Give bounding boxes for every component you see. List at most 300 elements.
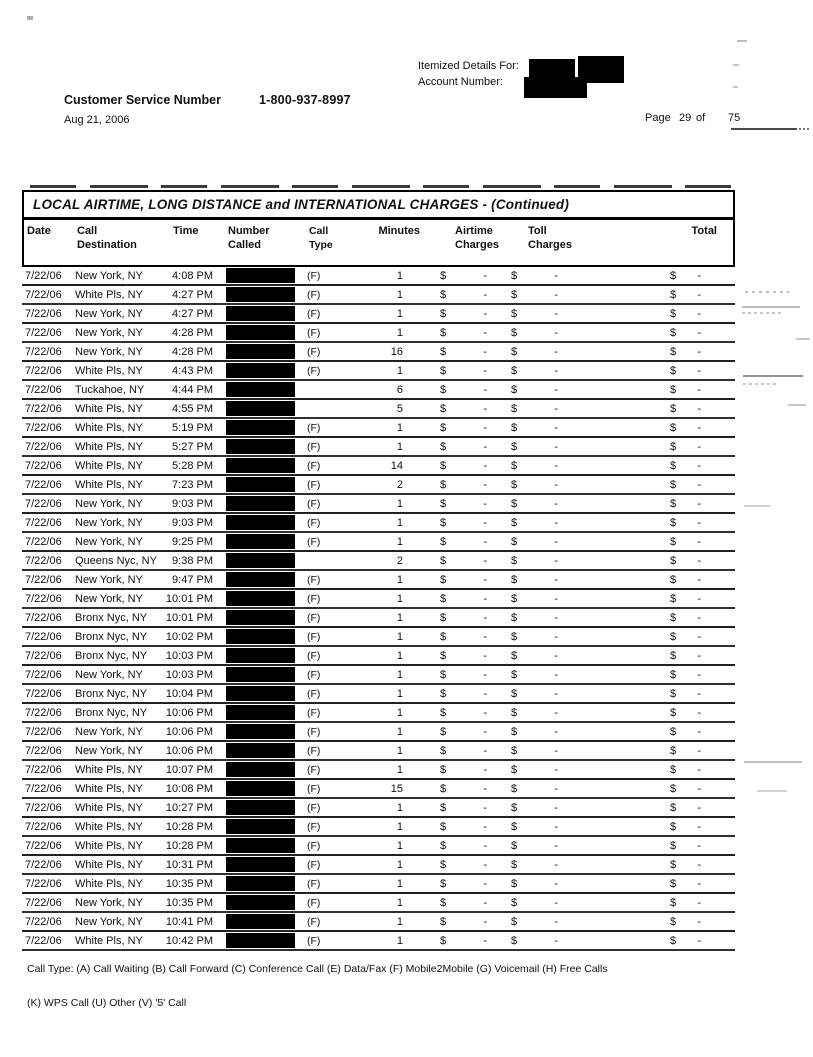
currency-symbol: $ <box>670 801 677 814</box>
total-charge <box>670 821 701 833</box>
page-label: Page <box>645 112 671 124</box>
currency-symbol: $ <box>511 516 518 529</box>
zero-amount-dash: - <box>554 364 558 377</box>
call-time: 4:27 PM <box>172 307 213 320</box>
call-type: (F) <box>307 820 321 833</box>
table-header-box <box>22 218 735 267</box>
call-destination: White Pls, NY <box>75 459 143 472</box>
table-row <box>22 590 735 609</box>
currency-symbol: $ <box>440 725 447 738</box>
zero-amount-dash: - <box>483 364 487 377</box>
call-time: 10:02 PM <box>165 630 213 643</box>
number-called-cell <box>213 876 295 891</box>
call-type: (F) <box>307 307 321 320</box>
zero-amount-dash: - <box>554 288 558 301</box>
currency-symbol: $ <box>670 877 677 890</box>
call-type: (F) <box>307 915 321 928</box>
call-type: (F) <box>307 573 321 586</box>
call-time: 5:28 PM <box>172 459 213 472</box>
number-called-cell <box>213 363 295 378</box>
call-destination: New York, NY <box>75 535 143 548</box>
currency-symbol: $ <box>440 687 447 700</box>
zero-amount-dash: - <box>483 839 487 852</box>
call-minutes: 1 <box>396 288 403 301</box>
call-type: (F) <box>307 896 321 909</box>
currency-symbol: $ <box>440 934 447 947</box>
table-row <box>22 856 735 875</box>
table-row <box>22 305 735 324</box>
table-row <box>22 780 735 799</box>
zero-amount-dash: - <box>697 440 701 453</box>
redacted-phone-number <box>226 477 295 492</box>
table-row <box>22 837 735 856</box>
zero-amount-dash: - <box>697 744 701 757</box>
call-minutes: 14 <box>390 459 403 472</box>
call-type: (F) <box>307 839 321 852</box>
call-minutes: 1 <box>396 744 403 757</box>
zero-amount-dash: - <box>697 915 701 928</box>
zero-amount-dash: - <box>483 269 487 282</box>
charges-table <box>22 190 735 951</box>
redacted-phone-number <box>226 344 295 359</box>
table-row <box>22 552 735 571</box>
zero-amount-dash: - <box>554 459 558 472</box>
zero-amount-dash: - <box>554 801 558 814</box>
zero-amount-dash: - <box>554 497 558 510</box>
currency-symbol: $ <box>511 630 518 643</box>
zero-amount-dash: - <box>483 668 487 681</box>
call-type: (F) <box>307 668 321 681</box>
table-row <box>22 267 735 286</box>
number-called-cell <box>213 477 295 492</box>
call-date: 7/22/06 <box>25 288 62 301</box>
table-row <box>22 932 735 951</box>
page-underline <box>731 128 797 130</box>
scan-artifact <box>743 375 803 377</box>
redacted-phone-number <box>226 553 295 568</box>
toll-charge <box>511 821 558 833</box>
currency-symbol: $ <box>440 839 447 852</box>
zero-amount-dash: - <box>483 307 487 320</box>
call-type: (F) <box>307 649 321 662</box>
currency-symbol: $ <box>440 782 447 795</box>
zero-amount-dash: - <box>483 820 487 833</box>
number-called-cell <box>213 572 295 587</box>
call-type-legend-line1: Call Type: (A) Call Waiting (B) Call Forward (C) Conference Call (E) Data/Fax (F) Mobile2Mobile (G) Voicemail (H) Free Calls <box>27 963 608 975</box>
call-destination: New York, NY <box>75 573 143 586</box>
call-type: (F) <box>307 440 321 453</box>
zero-amount-dash: - <box>483 345 487 358</box>
total-charge <box>670 745 701 757</box>
redacted-phone-number <box>226 610 295 625</box>
zero-amount-dash: - <box>483 725 487 738</box>
currency-symbol: $ <box>440 478 447 491</box>
toll-charge <box>511 764 558 776</box>
currency-symbol: $ <box>670 611 677 624</box>
number-called-cell <box>213 439 295 454</box>
currency-symbol: $ <box>440 345 447 358</box>
call-destination: New York, NY <box>75 307 143 320</box>
zero-amount-dash: - <box>697 611 701 624</box>
currency-symbol: $ <box>511 573 518 586</box>
zero-amount-dash: - <box>483 459 487 472</box>
number-called-cell <box>213 458 295 473</box>
toll-charge <box>511 422 558 434</box>
airtime-charge <box>440 498 487 510</box>
table-row <box>22 875 735 894</box>
call-minutes: 1 <box>396 649 403 662</box>
call-minutes: 2 <box>396 554 403 567</box>
zero-amount-dash: - <box>483 858 487 871</box>
toll-charge <box>511 308 558 320</box>
call-time: 4:55 PM <box>172 402 213 415</box>
redacted-phone-number <box>226 762 295 777</box>
redacted-phone-number <box>226 800 295 815</box>
total-charge <box>670 726 701 738</box>
currency-symbol: $ <box>440 915 447 928</box>
total-charge <box>670 631 701 643</box>
zero-amount-dash: - <box>697 687 701 700</box>
call-destination: White Pls, NY <box>75 858 143 871</box>
airtime-charge <box>440 707 487 719</box>
airtime-charge <box>440 574 487 586</box>
toll-charge <box>511 669 558 681</box>
toll-charge <box>511 840 558 852</box>
call-time: 10:28 PM <box>165 839 213 852</box>
number-called-cell <box>213 667 295 682</box>
zero-amount-dash: - <box>554 345 558 358</box>
zero-amount-dash: - <box>554 877 558 890</box>
number-called-cell <box>213 819 295 834</box>
call-type: (F) <box>307 801 321 814</box>
total-charge <box>670 935 701 947</box>
table-row <box>22 666 735 685</box>
zero-amount-dash: - <box>483 934 487 947</box>
number-called-cell <box>213 838 295 853</box>
call-time: 10:27 PM <box>165 801 213 814</box>
redacted-phone-number <box>226 268 295 283</box>
zero-amount-dash: - <box>697 288 701 301</box>
scan-artifact <box>796 338 810 340</box>
zero-amount-dash: - <box>697 516 701 529</box>
zero-amount-dash: - <box>483 383 487 396</box>
zero-amount-dash: - <box>483 573 487 586</box>
toll-charge <box>511 441 558 453</box>
call-destination: White Pls, NY <box>75 839 143 852</box>
currency-symbol: $ <box>511 478 518 491</box>
table-row <box>22 742 735 761</box>
zero-amount-dash: - <box>554 934 558 947</box>
airtime-charge <box>440 441 487 453</box>
toll-charge <box>511 517 558 529</box>
currency-symbol: $ <box>440 288 447 301</box>
call-date: 7/22/06 <box>25 896 62 909</box>
zero-amount-dash: - <box>554 535 558 548</box>
zero-amount-dash: - <box>697 573 701 586</box>
total-charge <box>670 536 701 548</box>
page-current: 29 <box>679 112 692 124</box>
total-charge <box>670 707 701 719</box>
toll-charge <box>511 878 558 890</box>
zero-amount-dash: - <box>697 725 701 738</box>
call-type: (F) <box>307 858 321 871</box>
call-date: 7/22/06 <box>25 801 62 814</box>
column-header-call-type: Call Type <box>309 225 333 251</box>
redacted-phone-number <box>226 534 295 549</box>
call-minutes: 1 <box>396 725 403 738</box>
currency-symbol: $ <box>440 554 447 567</box>
call-minutes: 1 <box>396 934 403 947</box>
toll-charge <box>511 460 558 472</box>
zero-amount-dash: - <box>554 687 558 700</box>
currency-symbol: $ <box>440 877 447 890</box>
currency-symbol: $ <box>511 421 518 434</box>
currency-symbol: $ <box>511 782 518 795</box>
toll-charge <box>511 365 558 377</box>
column-header-time: Time <box>173 225 199 237</box>
zero-amount-dash: - <box>697 877 701 890</box>
zero-amount-dash: - <box>554 630 558 643</box>
currency-symbol: $ <box>670 402 677 415</box>
call-type: (F) <box>307 269 321 282</box>
currency-symbol: $ <box>511 668 518 681</box>
total-charge <box>670 498 701 510</box>
toll-charge <box>511 384 558 396</box>
zero-amount-dash: - <box>697 554 701 567</box>
zero-amount-dash: - <box>483 554 487 567</box>
total-charge <box>670 650 701 662</box>
currency-symbol: $ <box>670 516 677 529</box>
toll-charge <box>511 802 558 814</box>
table-row <box>22 457 735 476</box>
zero-amount-dash: - <box>483 516 487 529</box>
scan-dot-artifact <box>27 16 33 20</box>
currency-symbol: $ <box>670 763 677 776</box>
airtime-charge <box>440 821 487 833</box>
currency-symbol: $ <box>440 630 447 643</box>
number-called-cell <box>213 610 295 625</box>
table-row <box>22 476 735 495</box>
toll-charge <box>511 707 558 719</box>
call-minutes: 1 <box>396 611 403 624</box>
currency-symbol: $ <box>511 459 518 472</box>
zero-amount-dash: - <box>554 782 558 795</box>
call-minutes: 1 <box>396 687 403 700</box>
zero-amount-dash: - <box>483 497 487 510</box>
airtime-charge <box>440 916 487 928</box>
call-time: 10:06 PM <box>165 744 213 757</box>
zero-amount-dash: - <box>554 725 558 738</box>
currency-symbol: $ <box>670 915 677 928</box>
call-type: (F) <box>307 288 321 301</box>
call-minutes: 1 <box>396 364 403 377</box>
total-charge <box>670 612 701 624</box>
call-time: 10:42 PM <box>165 934 213 947</box>
redacted-phone-number <box>226 838 295 853</box>
call-date: 7/22/06 <box>25 345 62 358</box>
scan-artifact <box>737 40 747 42</box>
toll-charge <box>511 346 558 358</box>
call-type: (F) <box>307 345 321 358</box>
number-called-cell <box>213 325 295 340</box>
zero-amount-dash: - <box>483 896 487 909</box>
currency-symbol: $ <box>511 763 518 776</box>
call-date: 7/22/06 <box>25 934 62 947</box>
number-called-cell <box>213 895 295 910</box>
currency-symbol: $ <box>440 706 447 719</box>
call-minutes: 1 <box>396 858 403 871</box>
redacted-phone-number <box>226 876 295 891</box>
call-date: 7/22/06 <box>25 782 62 795</box>
call-type-legend-line2: (K) WPS Call (U) Other (V) '5' Call <box>27 997 187 1009</box>
toll-charge <box>511 916 558 928</box>
call-time: 5:27 PM <box>172 440 213 453</box>
table-row <box>22 419 735 438</box>
call-date: 7/22/06 <box>25 554 62 567</box>
redacted-phone-number <box>226 401 295 416</box>
currency-symbol: $ <box>511 687 518 700</box>
currency-symbol: $ <box>670 345 677 358</box>
statement-date: Aug 21, 2006 <box>64 114 130 126</box>
currency-symbol: $ <box>440 801 447 814</box>
redacted-phone-number <box>226 686 295 701</box>
call-time: 9:47 PM <box>172 573 213 586</box>
call-date: 7/22/06 <box>25 326 62 339</box>
call-date: 7/22/06 <box>25 535 62 548</box>
currency-symbol: $ <box>511 402 518 415</box>
total-charge <box>670 460 701 472</box>
call-date: 7/22/06 <box>25 725 62 738</box>
call-destination: White Pls, NY <box>75 763 143 776</box>
call-date: 7/22/06 <box>25 383 62 396</box>
zero-amount-dash: - <box>697 345 701 358</box>
call-minutes: 1 <box>396 497 403 510</box>
currency-symbol: $ <box>670 649 677 662</box>
currency-symbol: $ <box>440 440 447 453</box>
table-row <box>22 704 735 723</box>
zero-amount-dash: - <box>554 554 558 567</box>
toll-charge <box>511 498 558 510</box>
redacted-phone-number <box>226 363 295 378</box>
zero-amount-dash: - <box>483 649 487 662</box>
redacted-phone-number <box>226 591 295 606</box>
currency-symbol: $ <box>670 459 677 472</box>
currency-symbol: $ <box>440 307 447 320</box>
zero-amount-dash: - <box>483 288 487 301</box>
total-charge <box>670 555 701 567</box>
call-minutes: 15 <box>390 782 403 795</box>
currency-symbol: $ <box>511 326 518 339</box>
call-destination: New York, NY <box>75 326 143 339</box>
currency-symbol: $ <box>440 820 447 833</box>
currency-symbol: $ <box>511 345 518 358</box>
call-type: (F) <box>307 763 321 776</box>
call-destination: Bronx Nyc, NY <box>75 687 148 700</box>
call-date: 7/22/06 <box>25 364 62 377</box>
currency-symbol: $ <box>511 915 518 928</box>
call-date: 7/22/06 <box>25 611 62 624</box>
redacted-phone-number <box>226 648 295 663</box>
call-destination: White Pls, NY <box>75 364 143 377</box>
zero-amount-dash: - <box>697 364 701 377</box>
number-called-cell <box>213 933 295 948</box>
currency-symbol: $ <box>511 820 518 833</box>
call-destination: Bronx Nyc, NY <box>75 611 148 624</box>
zero-amount-dash: - <box>554 326 558 339</box>
total-charge <box>670 270 701 282</box>
call-time: 4:28 PM <box>172 326 213 339</box>
toll-charge <box>511 327 558 339</box>
zero-amount-dash: - <box>697 668 701 681</box>
currency-symbol: $ <box>440 326 447 339</box>
table-row <box>22 685 735 704</box>
zero-amount-dash: - <box>483 421 487 434</box>
call-destination: New York, NY <box>75 345 143 358</box>
table-row <box>22 533 735 552</box>
zero-amount-dash: - <box>697 478 701 491</box>
redacted-phone-number <box>226 743 295 758</box>
call-destination: White Pls, NY <box>75 820 143 833</box>
call-destination: White Pls, NY <box>75 478 143 491</box>
call-type: (F) <box>307 744 321 757</box>
currency-symbol: $ <box>670 288 677 301</box>
call-destination: Queens Nyc, NY <box>75 554 157 567</box>
currency-symbol: $ <box>670 706 677 719</box>
call-minutes: 1 <box>396 915 403 928</box>
redacted-phone-number <box>226 819 295 834</box>
zero-amount-dash: - <box>483 611 487 624</box>
call-time: 4:28 PM <box>172 345 213 358</box>
currency-symbol: $ <box>511 269 518 282</box>
currency-symbol: $ <box>511 839 518 852</box>
column-header-minutes: Minutes <box>378 225 420 237</box>
call-date: 7/22/06 <box>25 269 62 282</box>
call-destination: White Pls, NY <box>75 440 143 453</box>
zero-amount-dash: - <box>554 820 558 833</box>
call-destination: Bronx Nyc, NY <box>75 649 148 662</box>
zero-amount-dash: - <box>554 478 558 491</box>
airtime-charge <box>440 403 487 415</box>
call-date: 7/22/06 <box>25 763 62 776</box>
redacted-account-number <box>524 77 587 98</box>
call-date: 7/22/06 <box>25 915 62 928</box>
airtime-charge <box>440 840 487 852</box>
total-charge <box>670 859 701 871</box>
call-destination: New York, NY <box>75 516 143 529</box>
redacted-phone-number <box>226 325 295 340</box>
currency-symbol: $ <box>440 421 447 434</box>
toll-charge <box>511 289 558 301</box>
call-minutes: 1 <box>396 839 403 852</box>
number-called-cell <box>213 344 295 359</box>
call-destination: New York, NY <box>75 497 143 510</box>
scan-artifact <box>745 291 789 293</box>
table-title: LOCAL AIRTIME, LONG DISTANCE and INTERNATIONAL CHARGES - (Continued) <box>33 197 570 212</box>
table-row <box>22 343 735 362</box>
currency-symbol: $ <box>670 782 677 795</box>
call-time: 9:03 PM <box>172 497 213 510</box>
table-row <box>22 400 735 419</box>
call-minutes: 1 <box>396 535 403 548</box>
call-minutes: 1 <box>396 630 403 643</box>
total-charge <box>670 802 701 814</box>
call-date: 7/22/06 <box>25 516 62 529</box>
total-charge <box>670 289 701 301</box>
airtime-charge <box>440 631 487 643</box>
currency-symbol: $ <box>511 535 518 548</box>
currency-symbol: $ <box>440 858 447 871</box>
call-time: 10:06 PM <box>165 706 213 719</box>
